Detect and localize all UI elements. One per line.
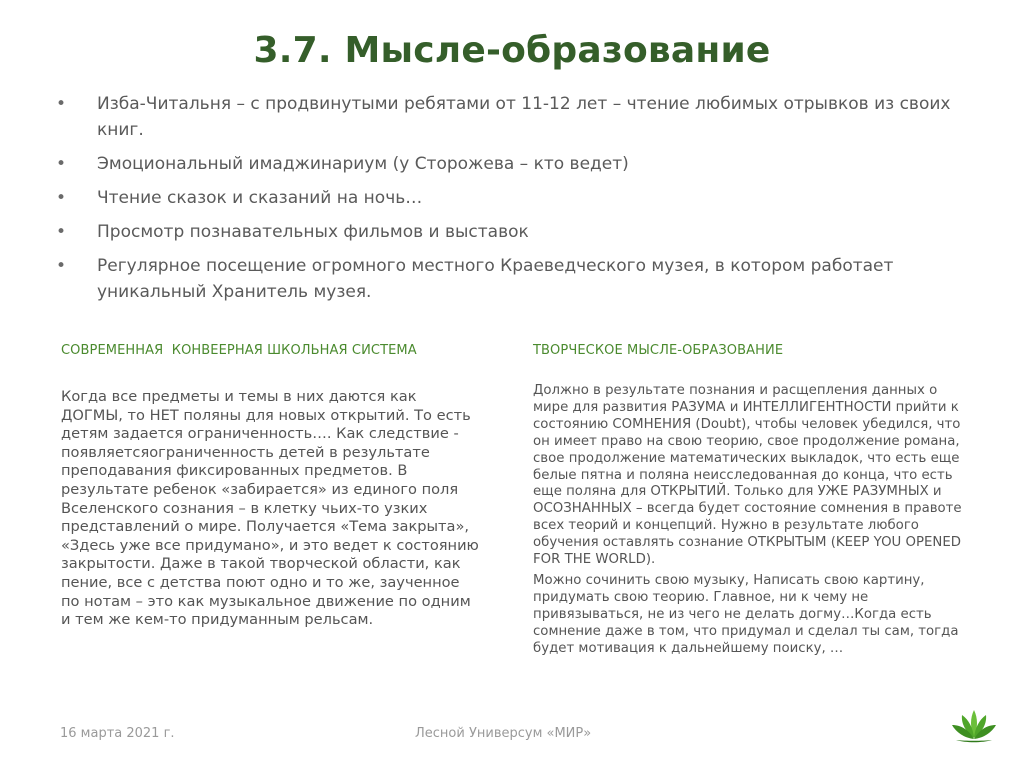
bullet-text: Эмоциональный имаджинариум (у Сторожева – кто ведет) [97,154,629,174]
bullet-marker: • [56,188,67,208]
bullet-text: Изба-Читальня – с продвинутыми ребятами от 11-12 лет – чтение любимых отрывков из своих книг. [97,94,951,140]
bullet-text: Просмотр познавательных фильмов и выставок [97,222,529,242]
left-column-body [61,388,481,630]
bullet-marker: • [56,94,67,114]
lotus-icon [950,708,998,744]
bullet-marker: • [56,256,67,276]
right-column [533,343,973,662]
bullet-item [56,219,976,245]
left-column-text: Когда все предметы и темы в них даются как ДОГМЫ, то НЕТ поляны для новых открытий. То есть детям задается ограниченность…. Как следствие - появляетсяограниченность детей в результате преподавания фиксированных предметов. В результате ребенок «забирается» из единого поля Вселенского сознания – в клетку чьих-то узких представлений о мире. Получается «Тема закрыта», «Здесь уже все придумано», и это ведет к состоянию закрытости. Даже в такой творческой области, как пение, все с детства поют одно и то же, заученное по нотам – это как музыкальное движение по одним и тем же кем-то придуманным рельсам. [61,388,479,629]
right-column-body [533,383,973,658]
bullet-text: Регулярное посещение огромного местного Краеведческого музея, в котором работает уникальный Хранитель музея. [97,256,894,302]
left-column [61,343,481,630]
right-column-paragraph: Можно сочинить свою музыку, Написать свою картину, придумать свою теорию. Главное, ни к чему не привязываться, не из чего не делать догму…Когда есть сомнение даже в том, что придумал и сделал ты сам, тогда будет мотивация к дальнейшему поиску, … [533,572,959,656]
footer-title: Лесной Универсум «МИР» [415,726,592,741]
right-column-paragraph: Должно в результате познания и расщепления данных о мире для развития РАЗУМА и ИНТЕЛЛИГЕНТНОСТИ прийти к состоянию СОМНЕНИЯ (Doubt), чтобы человек убедился, что он имеет право на свою теорию, свое продолжение романа, свое продолжение математических выкладок, что есть еще белые пятна и поляна неисследованная до конца, что есть еще поляна для ОТКРЫТИЙ. Только для УЖЕ РАЗУМНЫХ и ОСОЗНАННЫХ – всегда будет состояние сомнения в правоте всех теорий и концепций. Нужно в результате любого обучения оставлять сознание ОТКРЫТЫМ (KEEP YOU OPENED FOR THE WORLD). [533,383,962,568]
right-column-heading: ТВОРЧЕСКОЕ МЫСЛЕ-ОБРАЗОВАНИЕ [533,343,784,358]
bullet-text: Чтение сказок и сказаний на ночь… [97,188,423,208]
left-column-heading: СОВРЕМЕННАЯ КОНВЕЕРНАЯ ШКОЛЬНАЯ СИСТЕМА [61,343,417,358]
bullet-item [56,253,976,305]
bullet-item [56,151,976,177]
bullet-item [56,91,976,143]
bullet-marker: • [56,222,67,242]
footer-date: 16 марта 2021 г. [60,726,175,741]
slide-title: 3.7. Мысле-образование [253,30,771,71]
bullet-marker: • [56,154,67,174]
bullet-item [56,185,976,211]
bullet-list [56,91,976,313]
